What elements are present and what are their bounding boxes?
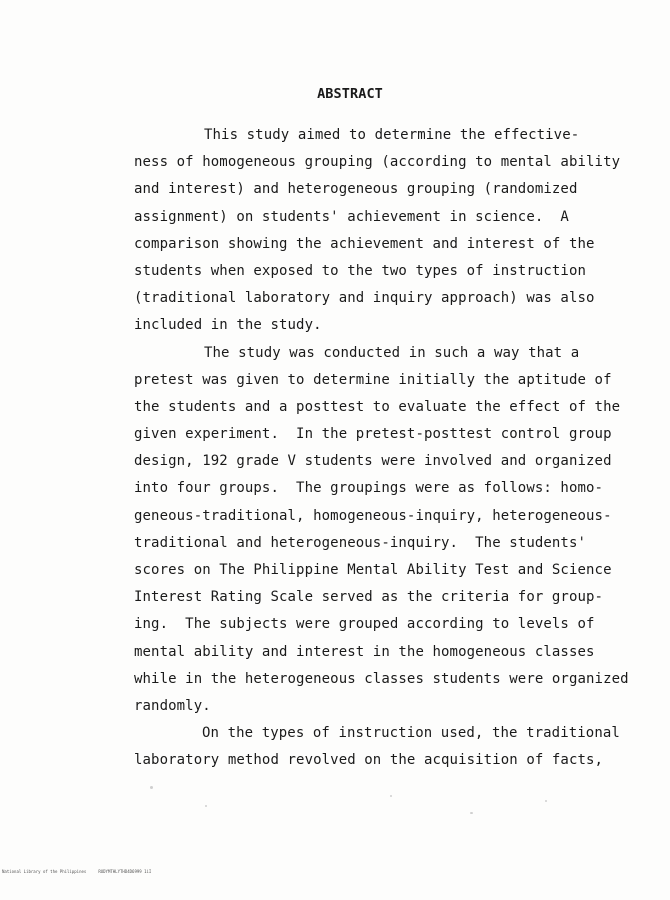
text-line: randomly. [134,697,211,714]
text-line: assignment) on students' achievement in science. A [134,208,569,225]
scan-speck [545,800,547,802]
scan-speck [205,805,207,807]
text-line: This study aimed to determine the effective- [204,127,580,143]
abstract-body [134,122,634,775]
text-line: The study was conducted in such a way that a [204,344,580,361]
text-line: On the types of instruction used, the traditional [202,725,620,742]
text-line: the students and a posttest to evaluate the effect of the [134,398,621,415]
text-line: included in the study. [134,317,322,334]
abstract-title: ABSTRACT [317,86,383,102]
text-line: design, 192 grade V students were involved and organized [134,453,612,470]
text-line: into four groups. The groupings were as follows: homo- [134,480,604,497]
scan-speck [470,812,473,814]
text-line: pretest was given to determine initially the aptitude of [134,371,612,388]
text-line: geneous-traditional, homogeneous-inquiry, heterogeneous- [134,507,612,524]
text-line: (traditional laboratory and inquiry approach) was also [134,290,595,307]
text-line: traditional and heterogeneous-inquiry. The students' [134,534,587,551]
text-line: Interest Rating Scale served as the criteria for group- [134,589,604,606]
text-line: laboratory method revolved on the acquisition of facts, [134,752,604,769]
text-line: ness of homogeneous grouping (according to mental ability [134,154,621,171]
text-line: comparison showing the achievement and interest of the [134,235,595,252]
scan-speck [150,786,153,789]
scan-speck [390,795,392,797]
text-line: while in the heterogeneous classes students were organized [134,670,629,687]
library-footer: National Library of the Philippines RUDYMTHLYTHD4D6999 1iI [2,869,152,874]
text-line: scores on The Philippine Mental Ability Test and Science [134,562,612,578]
text-line: ing. The subjects were grouped according to levels of [134,616,595,633]
text-line: given experiment. In the pretest-posttest control group [134,426,612,443]
text-line: and interest) and heterogeneous grouping (randomized [134,181,578,198]
text-line: students when exposed to the two types of instruction [134,262,587,279]
text-line: mental ability and interest in the homogeneous classes [134,643,595,660]
